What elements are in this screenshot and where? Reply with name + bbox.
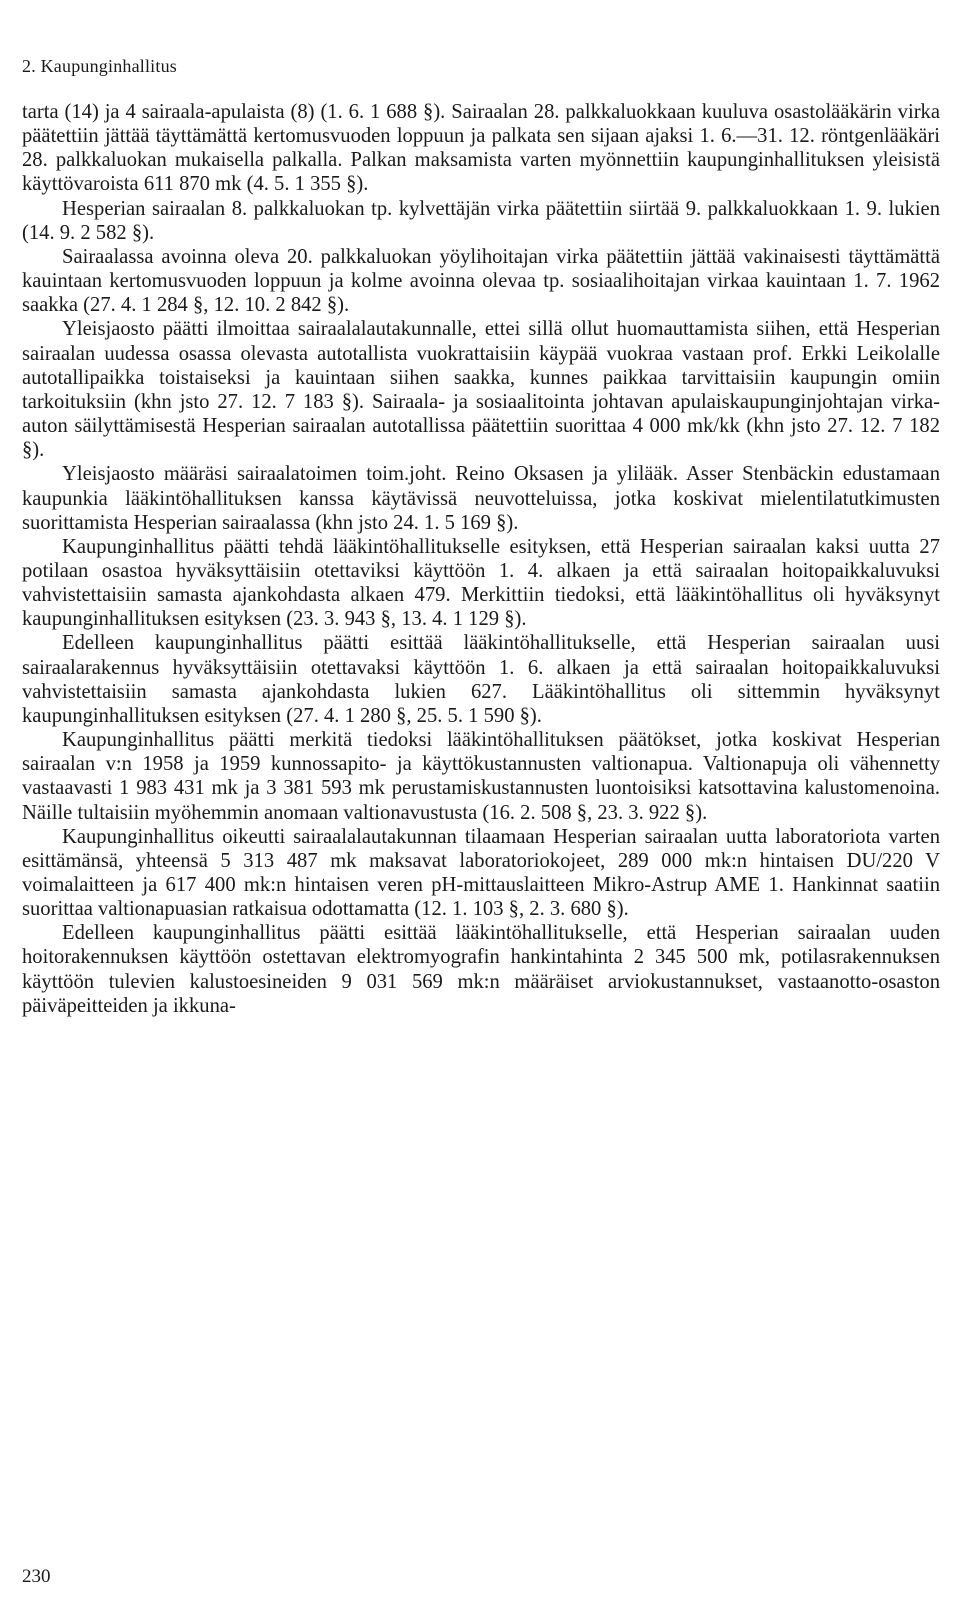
paragraph: Yleisjaosto päätti ilmoittaa sairaalalautakunnalle, ettei sillä ollut huomauttamista siihen, että Hesperian sairaalan uudessa osassa olevasta autotallista vuokrattaisiin käypää vuokraa vastaan prof. Erkki Leikolalle autotallipaikka toistaiseksi ja kauintaan siihen saakka, kunnes paikkaa tarvittaisiin kaupungin omiin tarkoituksiin (khn jsto 27. 12. 7 183 §). Sairaala- ja sosiaalitointa johtavan apulaiskaupunginjohtajan virka-auton säilyttämisestä Hesperian sairaalan autotallissa päätettiin suorittaa 4 000 mk/kk (khn jsto 27. 12. 7 182 §). bbox=[22, 318, 940, 462]
body-text bbox=[22, 100, 940, 1018]
paragraph: Kaupunginhallitus päätti tehdä lääkintöhallitukselle esityksen, että Hesperian sairaalan kaksi uutta 27 potilaan osastoa hyväksyttäisiin otettaviksi käyttöön 1. 4. alkaen ja että sairaalan hoitopaikkaluvuksi vahvistettaisiin samasta ajankohdasta alkaen 479. Merkittiin tiedoksi, että lääkintöhallitus oli hyväksynyt kaupunginhallituksen esityksen (23. 3. 943 §, 13. 4. 1 129 §). bbox=[22, 535, 940, 631]
paragraph: Kaupunginhallitus päätti merkitä tiedoksi lääkintöhallituksen päätökset, jotka koskivat Hesperian sairaalan v:n 1958 ja 1959 kunnossapito- ja käyttökustannusten valtionapua. Valtionapuja oli vähennetty vastaavasti 1 983 431 mk ja 3 381 593 mk perustamiskustannusten luontoisiksi katsottavina kalustomenoina. Näille tultaisiin myöhemmin anomaan valtionavustusta (16. 2. 508 §, 23. 3. 922 §). bbox=[22, 729, 940, 824]
paragraph: Sairaalassa avoinna oleva 20. palkkaluokan yöylihoitajan virka päätettiin jättää vakinaisesti täyttämättä kauintaan kertomusvuoden loppuun ja kolme avoinna olevaa tp. sosiaalihoitajan virkaa kauintaan 1. 7. 1962 saakka (27. 4. 1 284 §, 12. 10. 2 842 §). bbox=[22, 245, 940, 317]
page-number: 230 bbox=[22, 1566, 51, 1587]
paragraph: Hesperian sairaalan 8. palkkaluokan tp. kylvettäjän virka päätettiin siirtää 9. palkkaluokkaan 1. 9. lukien (14. 9. 2 582 §). bbox=[22, 197, 940, 244]
running-header: 2. Kaupunginhallitus bbox=[22, 56, 177, 76]
paragraph: Kaupunginhallitus oikeutti sairaalalautakunnan tilaamaan Hesperian sairaalan uutta laboratoriota varten esittämänsä, yhteensä 5 313 487 mk maksavat laboratoriokojeet, 289 000 mk:n hintaisen DU/220 V voimalaitteen ja 617 400 mk:n hintaisen veren pH-mittauslaitteen Mikro-Astrup AME 1. Hankinnat saatiin suorittaa valtionapuasian ratkaisua odottamatta (12. 1. 103 §, 2. 3. 680 §). bbox=[22, 825, 940, 921]
paragraph: tarta (14) ja 4 sairaala-apulaista (8) (1. 6. 1 688 §). Sairaalan 28. palkkaluokkaan kuuluva osastolääkärin virka päätettiin jättää täyttämättä kertomusvuoden loppuun ja palkata sen sijaan ajaksi 1. 6.—31. 12. röntgenlääkäri 28. palkkaluokan mukaisella palkalla. Palkan maksamista varten myönnettiin kaupunginhallituksen yleisistä käyttövaroista 611 870 mk (4. 5. 1 355 §). bbox=[22, 101, 940, 196]
paragraph: Edelleen kaupunginhallitus päätti esittää lääkintöhallitukselle, että Hesperian sairaalan uuden hoitorakennuksen käyttöön ostettavan elektromyografin hankintahinta 2 345 500 mk, potilasrakennuksen käyttöön tulevien kalustoesineiden 9 031 569 mk:n määräiset arviokustannukset, vastaanotto-osaston päiväpeitteiden ja ikkuna- bbox=[22, 922, 940, 1017]
paragraph: Edelleen kaupunginhallitus päätti esittää lääkintöhallitukselle, että Hesperian sairaalan uusi sairaalarakennus hyväksyttäisiin otettavaksi käyttöön 1. 6. alkaen ja että sairaalan hoitopaikkaluvuksi vahvistettaisiin samasta ajankohdasta lukien 627. Lääkintöhallitus oli sittemmin hyväksynyt kaupunginhallituksen esityksen (27. 4. 1 280 §, 25. 5. 1 590 §). bbox=[22, 632, 940, 727]
paragraph: Yleisjaosto määräsi sairaalatoimen toim.joht. Reino Oksasen ja ylilääk. Asser Stenbäckin edustamaan kaupunkia lääkintöhallituksen kanssa käytävissä neuvotteluissa, jotka koskivat mielentilatutkimusten suorittamista Hesperian sairaalassa (khn jsto 24. 1. 5 169 §). bbox=[22, 463, 940, 534]
